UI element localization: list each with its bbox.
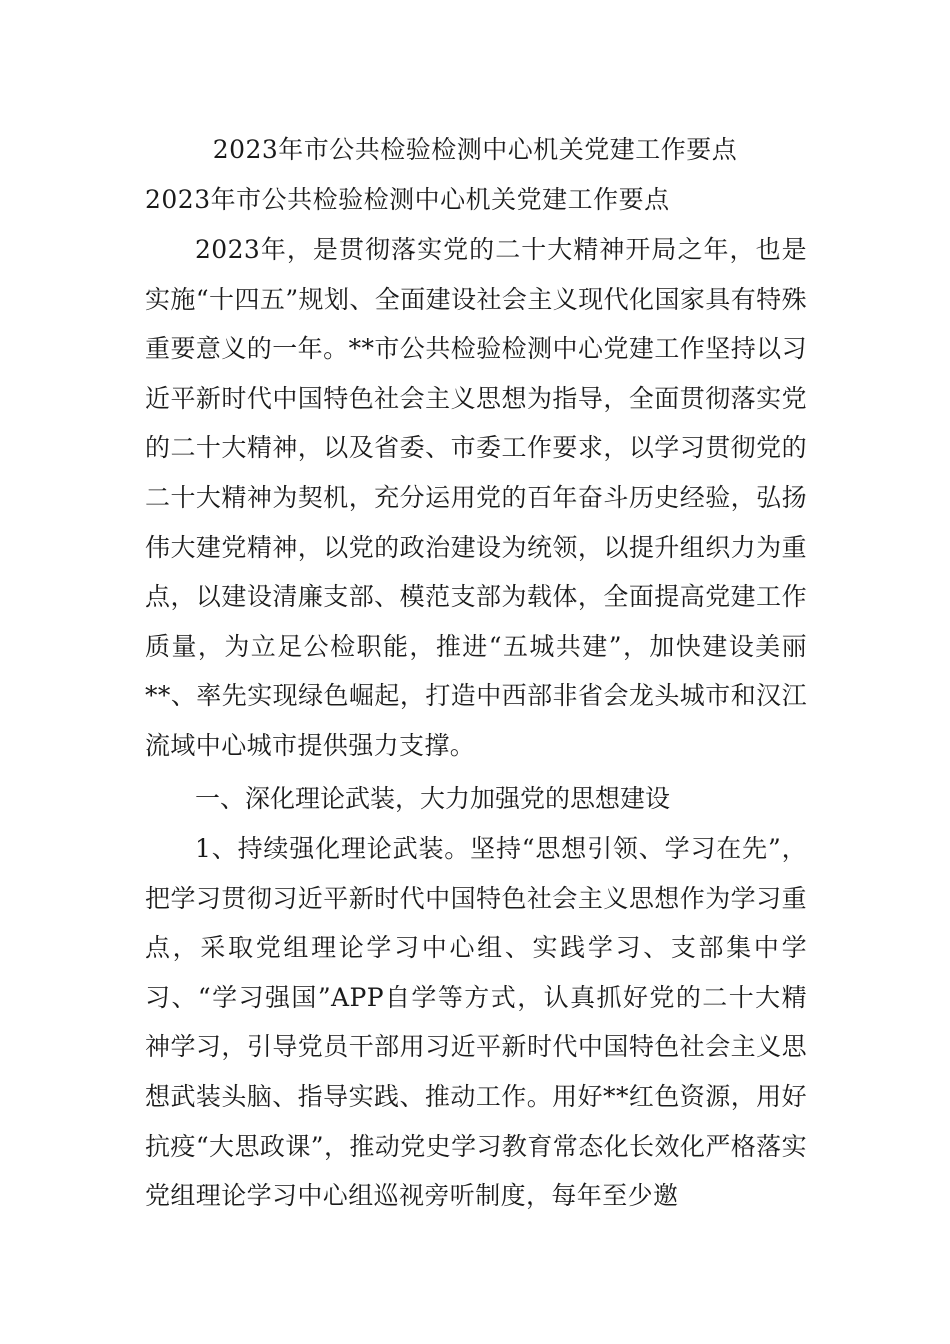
document-subtitle: 2023年市公共检验检测中心机关党建工作要点 [145,185,670,214]
document-title: 2023年市公共检验检测中心机关党建工作要点 [212,135,738,164]
item-paragraph-1: 1、持续强化理论武装。坚持“思想引领、学习在先”，把学习贯彻习近平新时代中国特色社会主义思想作为学习重点，采取党组理论学习中心组、实践学习、支部集中学习、“学习强国”APP自学等方式，认真抓好党的二十大精神学习，引导党员干部用习近平新时代中国特色社会主义思想武装头脑、指导实践、推动工作。用好**红色资源，用好抗疫“大思政课”，推动党史学习教育常态化长效化严格落实党组理论学习中心组巡视旁听制度，每年至少邀 [145,834,807,1211]
section-heading-1: 一、深化理论武装，大力加强党的思想建设 [195,784,671,813]
intro-paragraph: 2023年，是贯彻落实党的二十大精神开局之年，也是实施“十四五”规划、全面建设社会主义现代化国家具有特殊重要意义的一年。**市公共检验检测中心党建工作坚持以习近平新时代中国特色社会主义思想为指导，全面贯彻落实党的二十大精神，以及省委、市委工作要求，以学习贯彻党的二十大精神为契机，充分运用党的百年奋斗历史经验，弘扬伟大建党精神，以党的政治建设为统领，以提升组织力为重点，以建设清廉支部、模范支部为载体，全面提高党建工作质量，为立足公检职能，推进“五城共建”，加快建设美丽**、率先实现绿色崛起，打造中西部非省会龙头城市和汉江流域中心城市提供强力支撑。 [145,235,807,760]
